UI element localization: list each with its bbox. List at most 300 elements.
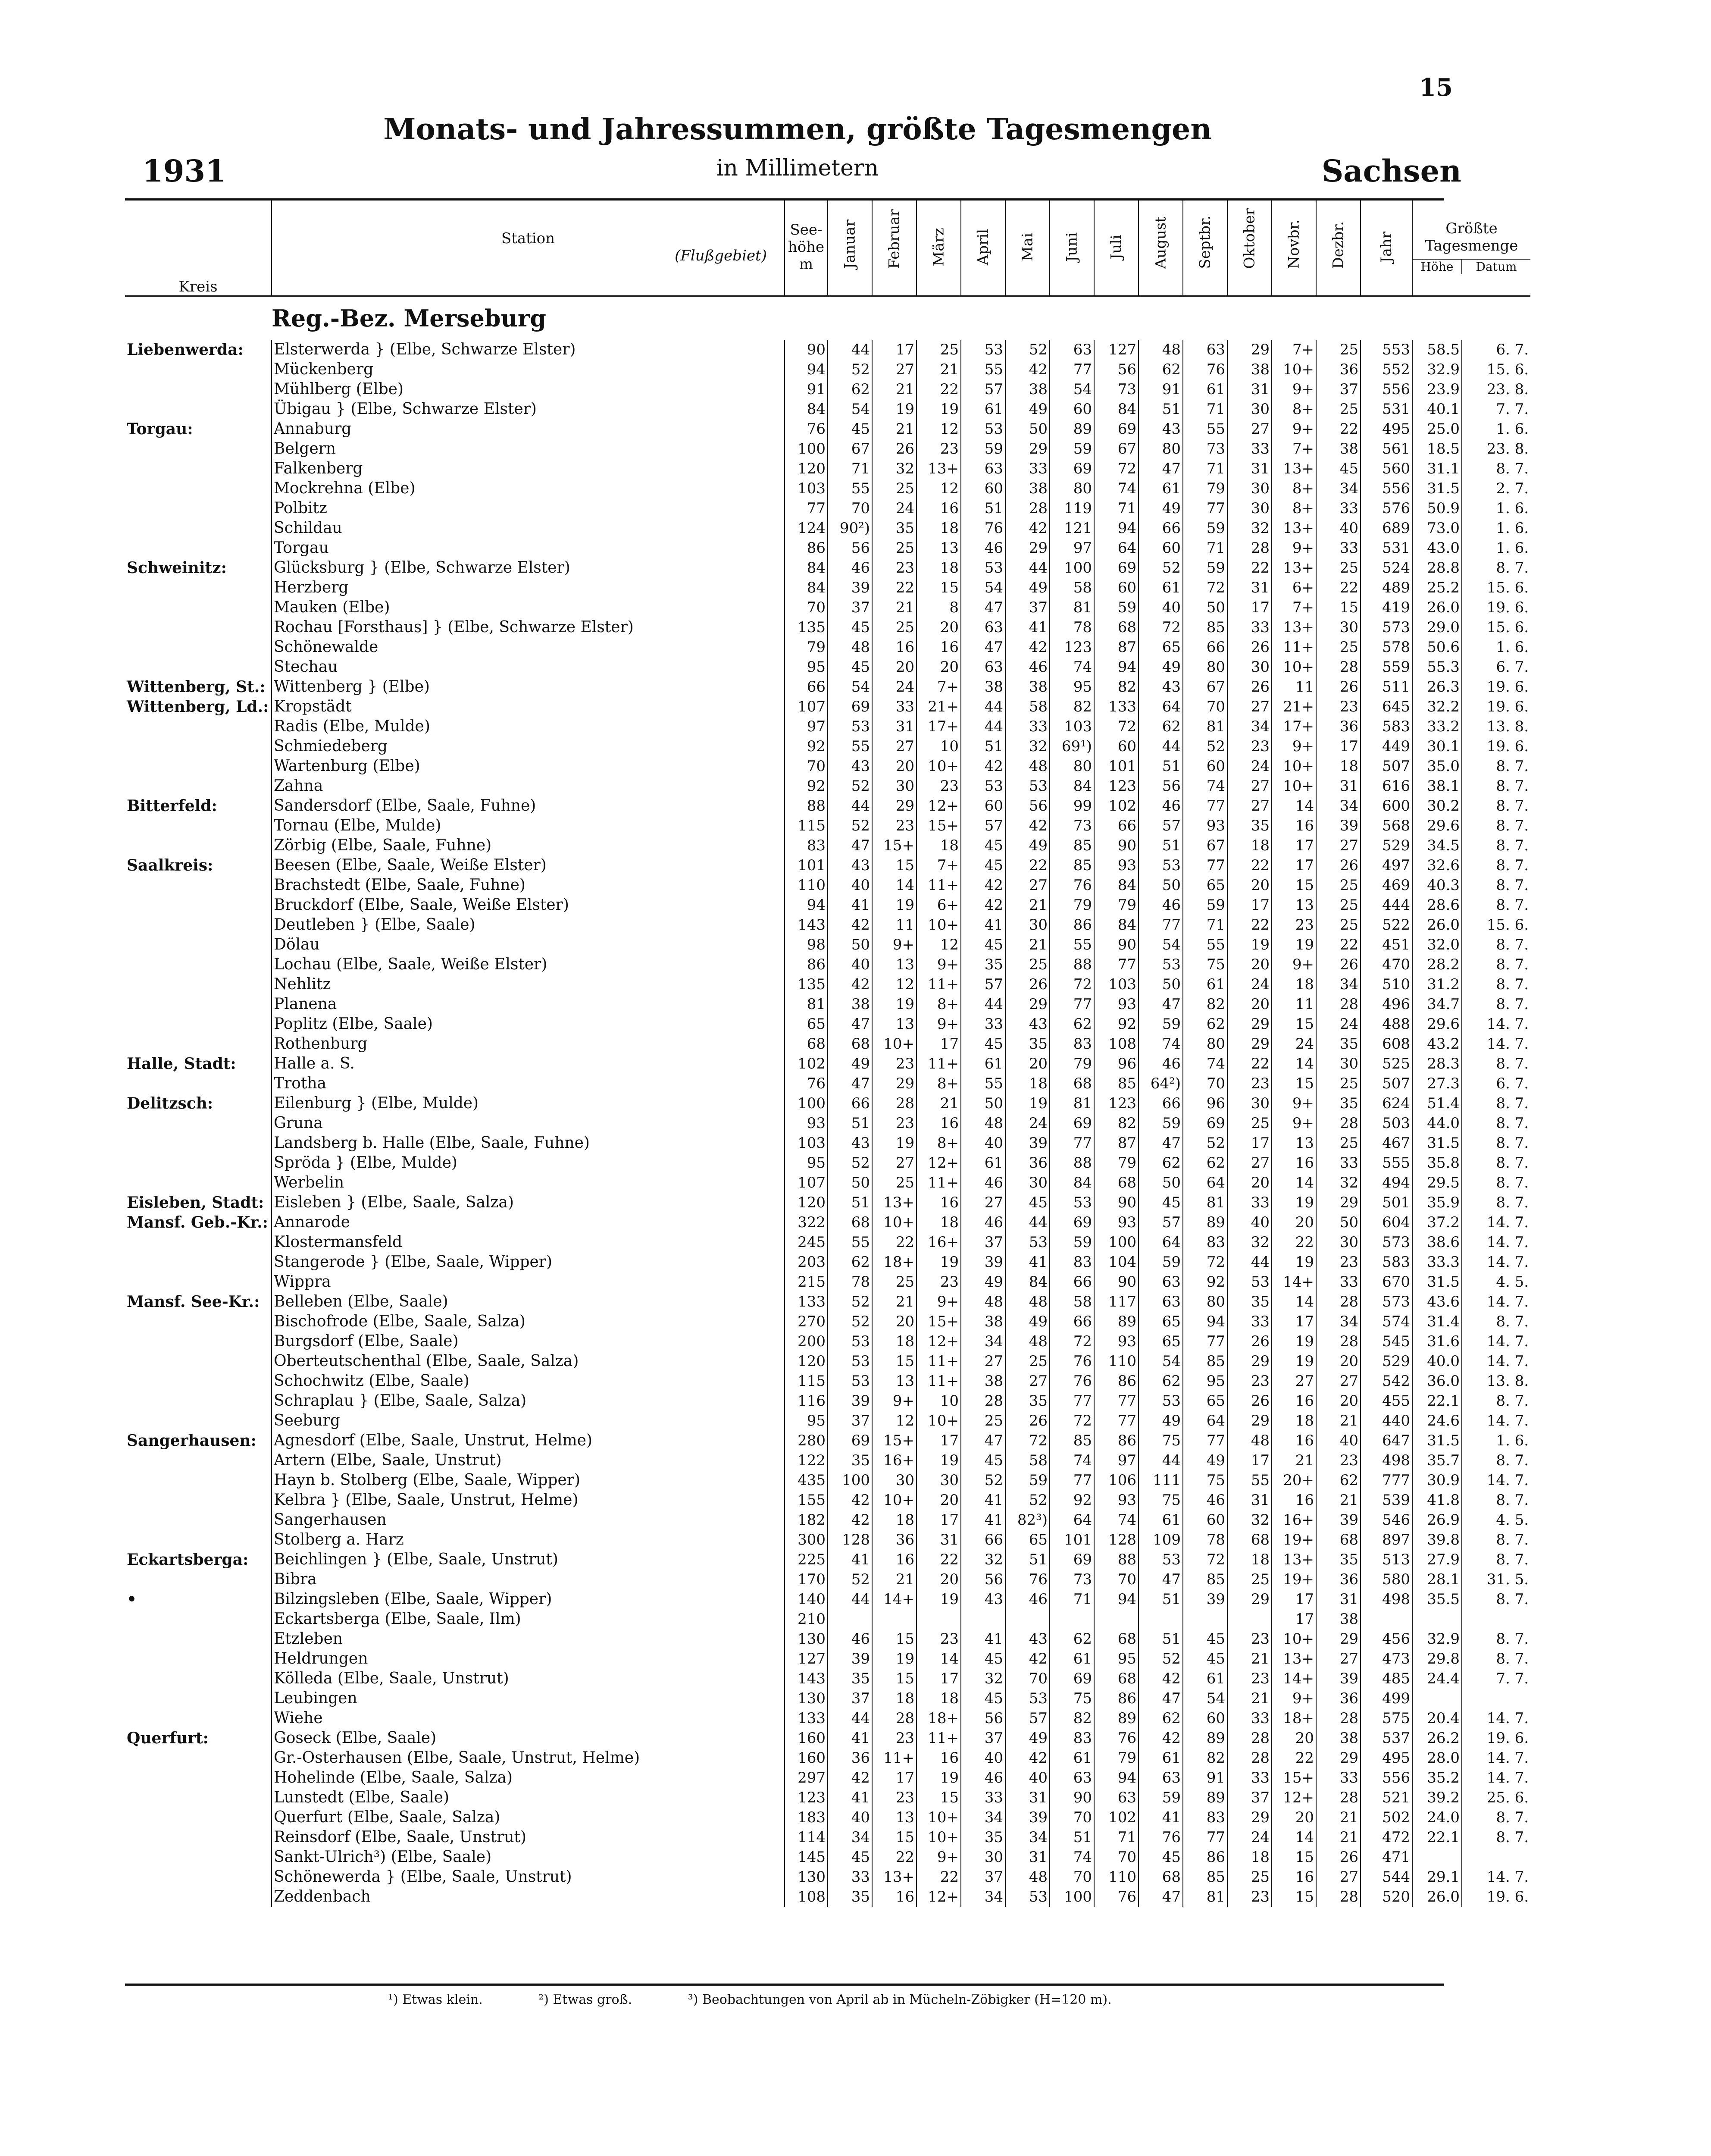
month-cell: 31 xyxy=(1005,1788,1050,1808)
month-cell: 30 xyxy=(1316,617,1361,637)
station-cell: Bischofrode (Elbe, Saale, Salza) xyxy=(272,1312,785,1332)
month-cell: 50 xyxy=(1316,1213,1361,1232)
month-cell: 32 xyxy=(961,1550,1005,1570)
month-cell: 74 xyxy=(1050,1451,1094,1470)
month-cell: 77 xyxy=(1183,1431,1227,1451)
table-row xyxy=(125,399,1530,419)
station-cell: Mühlberg (Elbe) xyxy=(272,379,785,399)
col-month-1-label: Februar xyxy=(885,209,903,269)
month-cell: 97 xyxy=(1050,538,1094,558)
month-cell: 52 xyxy=(828,1312,872,1332)
month-cell: 36 xyxy=(1316,1689,1361,1708)
month-cell: 110 xyxy=(1094,1867,1139,1887)
seehoehe-cell: 120 xyxy=(785,1351,828,1371)
month-cell: 78 xyxy=(1050,617,1094,637)
col-month-5-label: Juni xyxy=(1063,232,1081,262)
hoehe-label: Höhe xyxy=(1413,260,1462,274)
station-cell: Leubingen xyxy=(272,1689,785,1708)
month-cell: 32 xyxy=(1227,1510,1272,1530)
month-cell: 68 xyxy=(1094,1669,1139,1689)
month-cell: 74 xyxy=(1050,1847,1094,1867)
table-row xyxy=(125,1411,1530,1431)
datum-cell: 6. 7. xyxy=(1462,1074,1530,1094)
month-cell: 30 xyxy=(1316,1054,1361,1074)
datum-cell: 14. 7. xyxy=(1462,1252,1530,1272)
datum-cell: 8. 7. xyxy=(1462,1451,1530,1470)
month-cell: 16 xyxy=(872,1887,916,1907)
month-cell: 35 xyxy=(1316,1550,1361,1570)
station-cell: Agnesdorf (Elbe, Saale, Unstrut, Helme) xyxy=(272,1431,785,1451)
month-cell: 21 xyxy=(1316,1827,1361,1847)
col-month-2-label: März xyxy=(930,227,948,266)
month-cell: 53 xyxy=(1005,776,1050,796)
max-cell: 18.5 xyxy=(1412,439,1462,459)
page-number: 15 xyxy=(1419,73,1453,102)
month-cell: 12+ xyxy=(916,796,961,816)
month-cell: 54 xyxy=(961,578,1005,598)
seehoehe-cell: 98 xyxy=(785,935,828,955)
table-row xyxy=(125,1530,1530,1550)
station-cell: Kropstädt xyxy=(272,697,785,717)
month-cell: 60 xyxy=(1139,538,1183,558)
month-cell: 52 xyxy=(1139,558,1183,578)
month-cell: 73 xyxy=(1050,816,1094,836)
month-cell: 18 xyxy=(916,558,961,578)
table-row xyxy=(125,1332,1530,1351)
month-cell: 41 xyxy=(828,1788,872,1808)
station-cell: Schönewalde xyxy=(272,637,785,657)
month-cell: 31 xyxy=(872,717,916,736)
table-row xyxy=(125,1589,1530,1609)
month-cell: 74 xyxy=(1094,1510,1139,1530)
datum-cell: 19. 6. xyxy=(1462,598,1530,617)
month-cell: 61 xyxy=(1139,1748,1183,1768)
month-cell: 47 xyxy=(1139,1689,1183,1708)
month-cell: 25 xyxy=(872,479,916,498)
month-cell: 86 xyxy=(1094,1689,1139,1708)
jahr-cell: 553 xyxy=(1361,340,1412,360)
kreis-cell xyxy=(125,1014,272,1034)
month-cell: 35 xyxy=(961,955,1005,975)
seehoehe-cell: 97 xyxy=(785,717,828,736)
month-cell: 59 xyxy=(1139,1014,1183,1034)
month-cell: 45 xyxy=(1139,1193,1183,1213)
month-cell: 28 xyxy=(1316,1708,1361,1728)
month-cell: 82 xyxy=(1094,677,1139,697)
month-cell: 30 xyxy=(1227,479,1272,498)
jahr-cell: 521 xyxy=(1361,1788,1412,1808)
seehoehe-cell: 110 xyxy=(785,875,828,895)
month-cell: 77 xyxy=(1050,1470,1094,1490)
month-cell: 25 xyxy=(1316,1074,1361,1094)
month-cell: 49 xyxy=(828,1054,872,1074)
kreis-cell xyxy=(125,1748,272,1768)
month-cell: 101 xyxy=(1050,1530,1094,1550)
month-cell: 8+ xyxy=(1272,399,1316,419)
kreis-cell xyxy=(125,1133,272,1153)
month-cell: 53 xyxy=(1005,1689,1050,1708)
datum-cell: 23. 8. xyxy=(1462,439,1530,459)
month-cell: 22 xyxy=(1227,558,1272,578)
month-cell: 54 xyxy=(1183,1689,1227,1708)
month-cell: 44 xyxy=(961,717,1005,736)
month-cell: 86 xyxy=(1050,915,1094,935)
month-cell: 16 xyxy=(1272,1153,1316,1173)
month-cell: 57 xyxy=(1139,1213,1183,1232)
datum-cell: 8. 7. xyxy=(1462,1094,1530,1113)
table-row xyxy=(125,915,1530,935)
max-cell: 73.0 xyxy=(1412,518,1462,538)
month-cell: 70 xyxy=(1050,1808,1094,1827)
month-cell: 15 xyxy=(1272,1014,1316,1034)
month-cell: 79 xyxy=(1050,895,1094,915)
month-cell: 61 xyxy=(1050,1649,1094,1669)
seehoehe-cell: 103 xyxy=(785,1133,828,1153)
jahr-cell: 573 xyxy=(1361,1292,1412,1312)
month-cell: 15 xyxy=(872,1351,916,1371)
col-month-6-label: Juli xyxy=(1107,234,1125,260)
month-cell: 41 xyxy=(961,1629,1005,1649)
month-cell: 15+ xyxy=(916,1312,961,1332)
kreis-cell xyxy=(125,816,272,836)
datum-cell: 23. 8. xyxy=(1462,379,1530,399)
month-cell: 68 xyxy=(828,1213,872,1232)
month-cell: 43 xyxy=(1005,1014,1050,1034)
month-cell: 39 xyxy=(1316,1510,1361,1530)
jahr-cell: 440 xyxy=(1361,1411,1412,1431)
month-cell: 13 xyxy=(1272,895,1316,915)
month-cell: 48 xyxy=(1139,340,1183,360)
month-cell: 85 xyxy=(1183,1867,1227,1887)
table-row xyxy=(125,1173,1530,1193)
month-cell: 17 xyxy=(1316,736,1361,756)
kreis-cell: Sangerhausen: xyxy=(127,1432,256,1450)
month-cell: 80 xyxy=(1183,1034,1227,1054)
month-cell: 44 xyxy=(961,697,1005,717)
month-cell: 53 xyxy=(1139,1391,1183,1411)
col-month-11-label: Dezbr. xyxy=(1329,221,1347,269)
month-cell: 52 xyxy=(1183,736,1227,756)
month-cell: 14 xyxy=(1272,1054,1316,1074)
month-cell: 26 xyxy=(1316,677,1361,697)
month-cell: 58 xyxy=(1005,697,1050,717)
table-body xyxy=(125,296,1530,1907)
month-cell: 49 xyxy=(1139,498,1183,518)
month-cell: 37 xyxy=(961,1867,1005,1887)
month-cell: 59 xyxy=(1183,558,1227,578)
max-cell: 32.6 xyxy=(1412,856,1462,875)
kreis-cell xyxy=(125,637,272,657)
kreis-cell: Mansf. Geb.-Kr.: xyxy=(127,1213,268,1232)
table-row xyxy=(125,1570,1530,1589)
datum-cell: 1. 6. xyxy=(1462,498,1530,518)
table-row xyxy=(125,856,1530,875)
col-flussgebiet-label: (Flußgebiet) xyxy=(675,247,767,264)
month-cell: 42 xyxy=(1139,1728,1183,1748)
table-row xyxy=(125,1034,1530,1054)
datum-cell: 8. 7. xyxy=(1462,1193,1530,1213)
month-cell: 21 xyxy=(1316,1411,1361,1431)
jahr-cell: 583 xyxy=(1361,717,1412,736)
month-cell: 55 xyxy=(828,479,872,498)
month-cell: 63 xyxy=(1139,1292,1183,1312)
month-cell: 24 xyxy=(872,498,916,518)
datum-cell: 14. 7. xyxy=(1462,1470,1530,1490)
jahr-cell: 488 xyxy=(1361,1014,1412,1034)
month-cell: 80 xyxy=(1050,756,1094,776)
month-cell: 90 xyxy=(1094,836,1139,856)
month-cell: 76 xyxy=(1139,1827,1183,1847)
table-row xyxy=(125,1847,1530,1867)
col-groesste xyxy=(1412,198,1530,296)
jahr-cell: 552 xyxy=(1361,360,1412,379)
month-cell: 42 xyxy=(828,1768,872,1788)
month-cell: 41 xyxy=(828,1728,872,1748)
jahr-cell: 529 xyxy=(1361,1351,1412,1371)
max-cell: 23.9 xyxy=(1412,379,1462,399)
month-cell: 15 xyxy=(1272,875,1316,895)
kreis-cell xyxy=(125,1570,272,1589)
max-cell: 28.1 xyxy=(1412,1570,1462,1589)
col-kreis-label: Kreis xyxy=(178,278,218,295)
month-cell: 79 xyxy=(1050,1054,1094,1074)
month-cell: 45 xyxy=(961,1451,1005,1470)
seehoehe-cell: 94 xyxy=(785,360,828,379)
month-cell: 101 xyxy=(1094,756,1139,776)
month-cell: 123 xyxy=(1094,1094,1139,1113)
col-month-10-label: Novbr. xyxy=(1285,219,1303,269)
month-cell: 37 xyxy=(828,598,872,617)
jahr-cell: 545 xyxy=(1361,1332,1412,1351)
col-kreis xyxy=(125,198,272,296)
col-jahr xyxy=(1361,198,1412,296)
month-cell: 35 xyxy=(1227,1292,1272,1312)
col-month-4 xyxy=(1005,198,1050,296)
month-cell: 123 xyxy=(1094,776,1139,796)
table-row xyxy=(125,677,1530,697)
month-cell: 76 xyxy=(1183,360,1227,379)
jahr-cell: 573 xyxy=(1361,617,1412,637)
month-cell: 40 xyxy=(828,875,872,895)
month-cell: 35 xyxy=(872,518,916,538)
month-cell: 51 xyxy=(1139,399,1183,419)
month-cell: 37 xyxy=(961,1728,1005,1748)
month-cell: 72 xyxy=(1183,1550,1227,1570)
max-cell: 29.6 xyxy=(1412,816,1462,836)
month-cell: 51 xyxy=(961,498,1005,518)
kreis-cell xyxy=(125,1252,272,1272)
month-cell: 57 xyxy=(1005,1708,1050,1728)
month-cell: 26 xyxy=(1227,1391,1272,1411)
seehoehe-cell: 70 xyxy=(785,598,828,617)
table-row xyxy=(125,816,1530,836)
month-cell: 17+ xyxy=(1272,717,1316,736)
col-month-1 xyxy=(872,198,916,296)
month-cell: 89 xyxy=(1183,1728,1227,1748)
kreis-cell xyxy=(125,1451,272,1470)
month-cell: 39 xyxy=(1005,1133,1050,1153)
month-cell: 53 xyxy=(961,419,1005,439)
month-cell: 31 xyxy=(1005,1847,1050,1867)
kreis-cell xyxy=(125,756,272,776)
month-cell: 14+ xyxy=(1272,1669,1316,1689)
month-cell: 53 xyxy=(1139,1550,1183,1570)
table-row xyxy=(125,796,1530,816)
datum-cell: 8. 7. xyxy=(1462,994,1530,1014)
table-row xyxy=(125,1074,1530,1094)
jahr-cell: 604 xyxy=(1361,1213,1412,1232)
month-cell: 50 xyxy=(1183,598,1227,617)
month-cell: 44 xyxy=(961,994,1005,1014)
table-row xyxy=(125,875,1530,895)
month-cell: 41 xyxy=(1005,617,1050,637)
month-cell: 55 xyxy=(1183,935,1227,955)
month-cell: 23 xyxy=(1316,1252,1361,1272)
month-cell: 76 xyxy=(961,518,1005,538)
station-cell: Elsterwerda } (Elbe, Schwarze Elster) xyxy=(272,340,785,360)
month-cell: 33 xyxy=(872,697,916,717)
month-cell: 18 xyxy=(1227,836,1272,856)
month-cell: 44 xyxy=(1139,736,1183,756)
month-cell: 84 xyxy=(1094,399,1139,419)
max-cell: 26.0 xyxy=(1412,915,1462,935)
month-cell: 12 xyxy=(916,479,961,498)
max-cell: 29.5 xyxy=(1412,1173,1462,1193)
month-cell xyxy=(828,1609,872,1629)
month-cell: 93 xyxy=(1094,856,1139,875)
table-row xyxy=(125,1827,1530,1847)
seehoehe-cell: 135 xyxy=(785,975,828,994)
month-cell: 9+ xyxy=(1272,1094,1316,1113)
month-cell: 69 xyxy=(1094,419,1139,439)
month-cell: 85 xyxy=(1050,836,1094,856)
month-cell: 77 xyxy=(1050,1391,1094,1411)
month-cell: 74 xyxy=(1139,1034,1183,1054)
month-cell: 41 xyxy=(1139,1808,1183,1827)
station-cell: Kölleda (Elbe, Saale, Unstrut) xyxy=(272,1669,785,1689)
month-cell: 20 xyxy=(1227,875,1272,895)
month-cell: 30 xyxy=(1227,657,1272,677)
month-cell: 65 xyxy=(1183,1391,1227,1411)
month-cell: 25 xyxy=(916,340,961,360)
month-cell: 59 xyxy=(1050,439,1094,459)
month-cell: 52 xyxy=(828,776,872,796)
month-cell: 42 xyxy=(961,875,1005,895)
month-cell: 9+ xyxy=(916,1292,961,1312)
max-cell: 31.1 xyxy=(1412,459,1462,479)
month-cell: 11 xyxy=(1272,677,1316,697)
month-cell: 63 xyxy=(1139,1272,1183,1292)
month-cell: 69 xyxy=(1094,558,1139,578)
max-cell: 28.6 xyxy=(1412,895,1462,915)
jahr-cell: 574 xyxy=(1361,1312,1412,1332)
month-cell: 23 xyxy=(916,1272,961,1292)
month-cell: 60 xyxy=(1183,1510,1227,1530)
jahr-cell: 471 xyxy=(1361,1847,1412,1867)
kreis-cell xyxy=(125,1173,272,1193)
seehoehe-cell: 90 xyxy=(785,340,828,360)
month-cell: 26 xyxy=(1316,1847,1361,1867)
month-cell: 29 xyxy=(1227,1589,1272,1609)
month-cell: 46 xyxy=(961,1173,1005,1193)
month-cell: 16 xyxy=(916,1193,961,1213)
month-cell: 30 xyxy=(1227,498,1272,518)
month-cell xyxy=(961,1609,1005,1629)
station-cell: Glücksburg } (Elbe, Schwarze Elster) xyxy=(272,558,785,578)
datum-cell xyxy=(1462,1689,1530,1708)
seehoehe-cell: 300 xyxy=(785,1530,828,1550)
section-heading: Reg.-Bez. Merseburg xyxy=(272,304,547,332)
kreis-cell xyxy=(125,598,272,617)
month-cell: 77 xyxy=(1094,955,1139,975)
jahr-cell: 573 xyxy=(1361,1232,1412,1252)
month-cell: 21+ xyxy=(1272,697,1316,717)
month-cell: 56 xyxy=(961,1570,1005,1589)
kreis-cell xyxy=(125,379,272,399)
month-cell: 22 xyxy=(1227,856,1272,875)
month-cell: 20 xyxy=(916,1570,961,1589)
month-cell: 68 xyxy=(1050,1074,1094,1094)
datum-cell: 31. 5. xyxy=(1462,1570,1530,1589)
jahr-cell: 467 xyxy=(1361,1133,1412,1153)
month-cell: 90 xyxy=(1094,935,1139,955)
table-row xyxy=(125,736,1530,756)
month-cell: 47 xyxy=(828,1014,872,1034)
month-cell: 17 xyxy=(1272,1589,1316,1609)
jahr-cell: 456 xyxy=(1361,1629,1412,1649)
month-cell: 34 xyxy=(961,1887,1005,1907)
month-cell: 27 xyxy=(961,1193,1005,1213)
month-cell: 40 xyxy=(828,955,872,975)
month-cell: 40 xyxy=(828,1808,872,1827)
month-cell: 19 xyxy=(1272,1332,1316,1351)
month-cell: 16+ xyxy=(916,1232,961,1252)
jahr-cell: 568 xyxy=(1361,816,1412,836)
month-cell: 41 xyxy=(961,915,1005,935)
month-cell: 30 xyxy=(961,1847,1005,1867)
seehoehe-cell: 133 xyxy=(785,1292,828,1312)
month-cell xyxy=(1050,1609,1094,1629)
month-cell: 11+ xyxy=(1272,637,1316,657)
table-row xyxy=(125,1808,1530,1827)
datum-cell: 14. 7. xyxy=(1462,1014,1530,1034)
month-cell: 59 xyxy=(1183,518,1227,538)
month-cell: 67 xyxy=(1183,836,1227,856)
month-cell: 89 xyxy=(1183,1213,1227,1232)
month-cell: 70 xyxy=(1005,1669,1050,1689)
month-cell: 55 xyxy=(1227,1470,1272,1490)
month-cell: 33 xyxy=(1227,1708,1272,1728)
month-cell: 79 xyxy=(1183,479,1227,498)
month-cell: 38 xyxy=(961,1371,1005,1391)
month-cell: 49 xyxy=(1005,1312,1050,1332)
month-cell: 34 xyxy=(828,1827,872,1847)
table-row xyxy=(125,558,1530,578)
month-cell: 19 xyxy=(916,1451,961,1470)
month-cell: 35 xyxy=(1316,1034,1361,1054)
month-cell xyxy=(1005,1609,1050,1629)
seehoehe-cell: 130 xyxy=(785,1689,828,1708)
seehoehe-cell: 100 xyxy=(785,1094,828,1113)
month-cell: 7+ xyxy=(1272,598,1316,617)
month-cell: 20 xyxy=(1227,955,1272,975)
month-cell: 36 xyxy=(1316,717,1361,736)
month-cell: 15 xyxy=(916,1788,961,1808)
month-cell: 25 xyxy=(1316,340,1361,360)
month-cell: 25 xyxy=(1227,1570,1272,1589)
max-cell: 43.2 xyxy=(1412,1034,1462,1054)
max-cell: 31.2 xyxy=(1412,975,1462,994)
